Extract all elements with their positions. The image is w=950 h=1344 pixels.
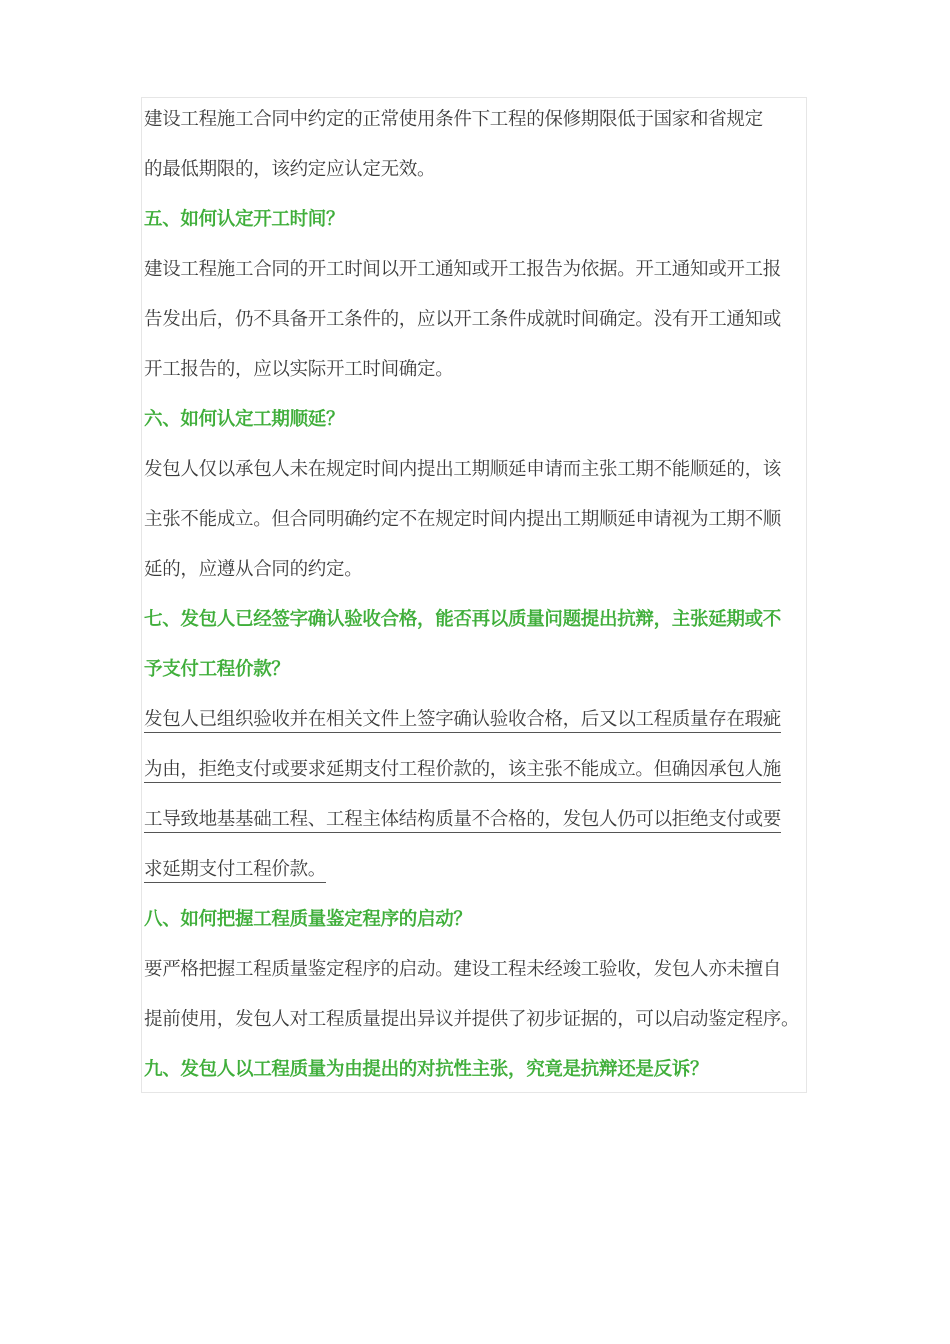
paragraph-line: 主张不能成立。但合同明确约定不在规定时间内提出工期顺延申请视为工期不顺 — [144, 509, 782, 530]
paragraph-line: 发包人仅以承包人未在规定时间内提出工期顺延申请而主张工期不能顺延的，该 — [144, 459, 782, 480]
paragraph-line: 建设工程施工合同的开工时间以开工通知或开工报告为依据。开工通知或开工报 — [144, 259, 782, 280]
section-heading: 九、发包人以工程质量为由提出的对抗性主张，究竟是抗辩还是反诉？ — [144, 1059, 709, 1080]
paragraph-line: 告发出后，仍不具备开工条件的，应以开工条件成就时间确定。没有开工通知或 — [144, 309, 782, 330]
paragraph-line: 建设工程施工合同中约定的正常使用条件下工程的保修期限低于国家和省规定 — [144, 109, 763, 130]
underlined-paragraph-line: 发包人已组织验收并在相关文件上签字确认验收合格，后又以工程质量存在瑕疵 — [144, 695, 808, 745]
section-heading: 六、如何认定工期顺延？ — [144, 409, 345, 430]
section-heading: 予支付工程价款？ — [144, 659, 290, 680]
paragraph-line: 开工报告的，应以实际开工时间确定。 — [144, 359, 454, 380]
paragraph-line: 延的，应遵从合同的约定。 — [144, 559, 363, 580]
section-heading: 五、如何认定开工时间？ — [144, 209, 345, 230]
section-heading: 七、发包人已经签字确认验收合格，能否再以质量问题提出抗辩，主张延期或不 — [144, 609, 782, 630]
section-heading: 八、如何把握工程质量鉴定程序的启动？ — [144, 909, 472, 930]
paragraph-line: 的最低期限的，该约定应认定无效。 — [144, 159, 436, 180]
underlined-paragraph-line: 工导致地基基础工程、工程主体结构质量不合格的，发包人仍可以拒绝支付或要 — [144, 795, 808, 845]
underlined-paragraph-line: 为由，拒绝支付或要求延期支付工程价款的，该主张不能成立。但确因承包人施 — [144, 745, 808, 795]
underlined-paragraph-line: 求延期支付工程价款。 — [144, 845, 808, 895]
paragraph-line: 要严格把握工程质量鉴定程序的启动。建设工程未经竣工验收，发包人亦未擅自 — [144, 959, 782, 980]
paragraph-line: 提前使用，发包人对工程质量提出异议并提供了初步证据的，可以启动鉴定程序。 — [144, 1009, 800, 1030]
